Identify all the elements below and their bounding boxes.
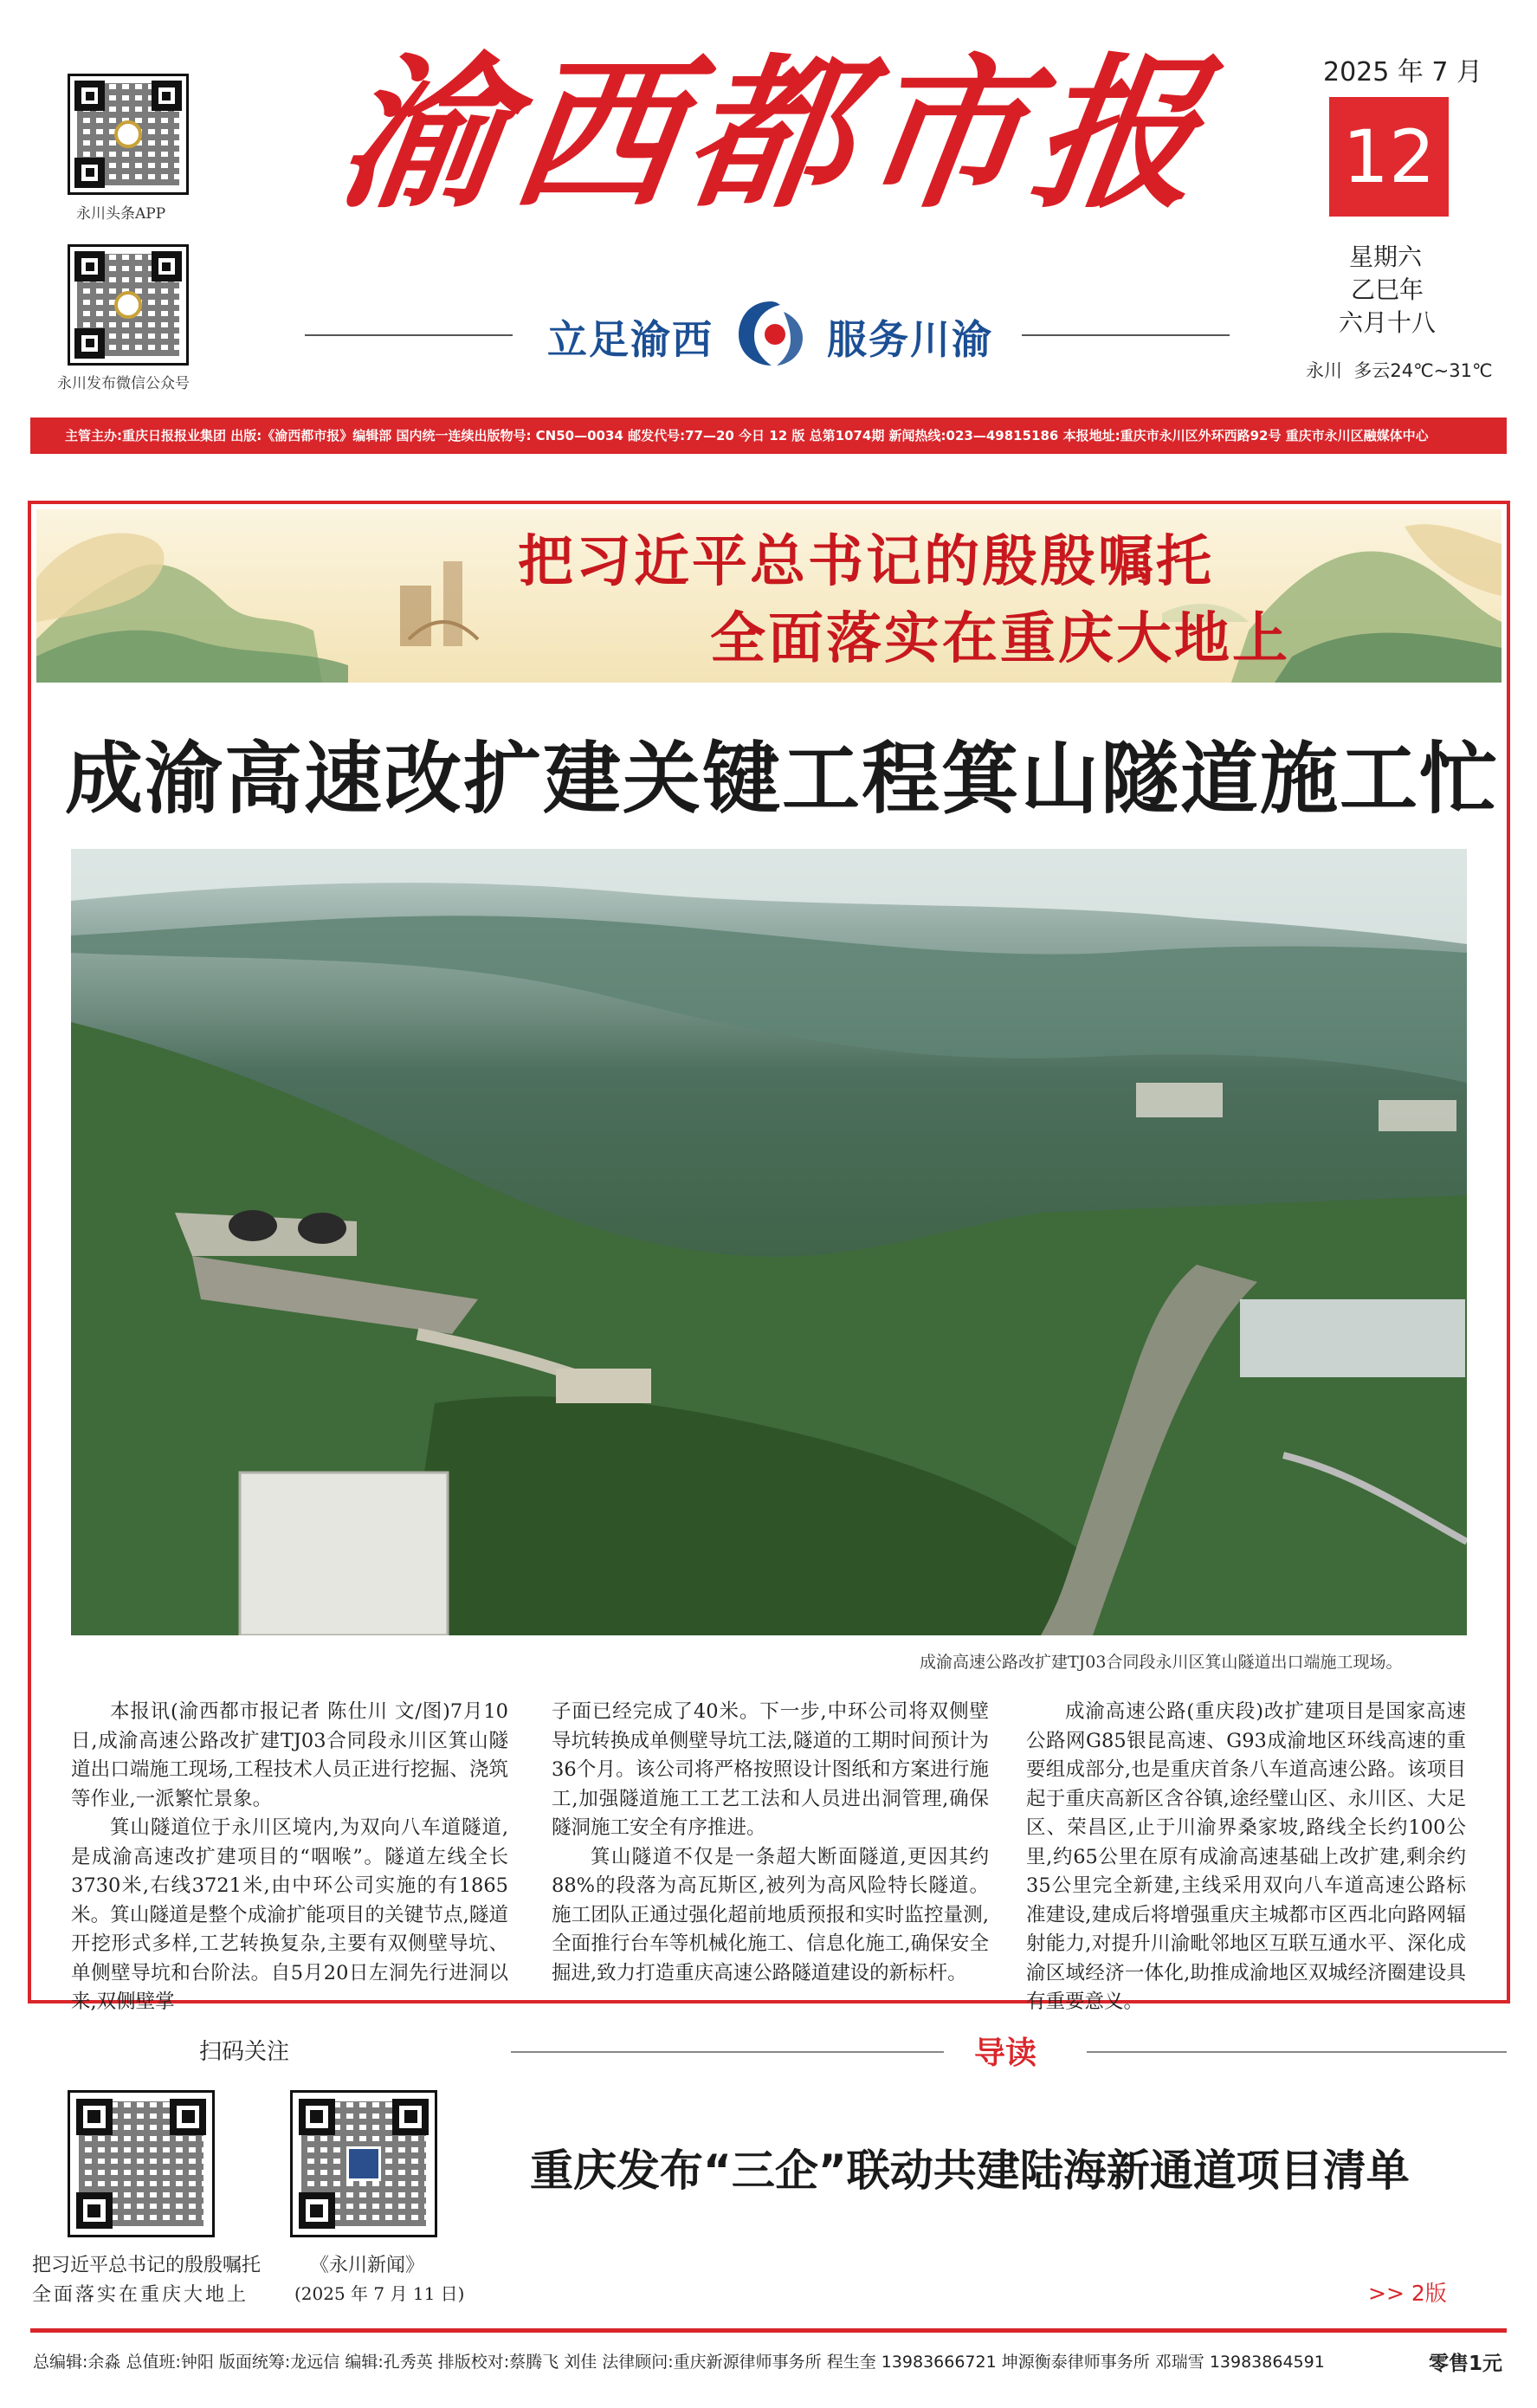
wechat-qr-code[interactable] [68,244,189,366]
article-column-3 [1026,1698,1466,2017]
footer-credits: 总编辑:余淼 总值班:钟阳 版面统筹:龙远信 编辑:孔秀英 排版校对:蔡腾飞 刘佳 法律顾问:重庆新源律师事务所 程生奎 13983666721 坤源衡泰律师事务所 邓瑞雪 13983864591 [33,2353,1325,2372]
article-column-2 [552,1698,989,1988]
article-paragraph: 箕山隧道不仅是一条超大断面隧道,更因其约88%的段落为高瓦斯区,被列为高风险特长隧道。施工团队正通过强化超前地质预报和实时监控量测,全面推行台车等机械化施工、信息化施工,确保安全掘进,致力打造重庆高速公路隧道建设的新标杆。 [552,1845,989,1984]
feature-qr-label-1: 把习近平总书记的殷殷嘱托 [32,2255,262,2276]
wechat-logo-icon [114,291,142,319]
article-paragraph: 成渝高速公路(重庆段)改扩建项目是国家高速公路网G85银昆高速、G93成渝地区环线高速的重要组成部分,也是重庆首条八车道高速公路。该项目起于重庆高新区含谷镇,途经璧山区、永川区、大足区、荣昌区,止于川渝界桑家坡,路线全长约100公里,约65公里在原有成渝高速基础上改扩建,剩余约35公里完全新建,主线采用双向八车道高速公路标准建设,建成后将增强重庆主城都市区西北向路网辐射能力,对提升川渝毗邻地区互联互通水平、深化成渝区域经济一体化,助推成渝地区双城经济圈建设具有重要意义。 [1026,1700,1466,2013]
date-day-box [1329,97,1449,217]
date-ganzhi-year: 乙巳年 [1351,275,1424,304]
app-qr-code[interactable] [68,74,189,195]
motto-rule-left [305,334,513,336]
date-lunar: 六月十八 [1339,308,1437,337]
guide-page-ref[interactable]: >> 2版 [1368,2281,1447,2306]
news-qr-label-2: (2025 年 7 月 11 日) [294,2283,465,2304]
lead-headline: 成渝高速改扩建关键工程箕山隧道施工忙 [65,734,1499,825]
date-year-month: 2025 年 7 月 [1323,57,1483,87]
article-paragraph: 本报讯(渝西都市报记者 陈仕川 文/图)7月10日,成渝高速公路改扩建TJ03合同段永川区箕山隧道出口端施工现场,工程技术人员正进行挖掘、浇筑等作业,一派繁忙景象。 [71,1700,508,1810]
article-paragraph: 子面已经完成了40米。下一步,中环公司将双侧壁导坑转换成单侧壁导坑工法,隧道的工期时间预计为36个月。该公司将严格按照设计图纸和方案进行施工,加强隧道施工工艺工法和人员进出洞管理,确保隧洞施工安全有序推进。 [552,1700,989,1839]
date-weekday: 星期六 [1349,243,1423,271]
scan-follow-label: 扫码关注 [199,2039,290,2065]
motto-left: 立足渝西 [547,316,714,363]
footer-rule [30,2328,1507,2333]
app-logo-icon [114,120,142,148]
weather-info: 永川 多云24℃~31℃ [1306,360,1493,381]
guide-rule-left [511,2051,944,2053]
article-column-1 [71,1698,508,2017]
news-logo-icon [346,2146,380,2180]
motto-right: 服务川渝 [827,316,993,363]
guide-label: 导读 [974,2035,1037,2071]
footer-price: 零售1元 [1429,2353,1503,2375]
news-qr-code[interactable] [290,2090,437,2237]
date-day: 12 [1342,114,1436,199]
wechat-qr-label: 永川发布微信公众号 [57,375,190,392]
lead-photo [71,849,1467,1635]
brand-logo-icon [732,295,810,372]
news-qr-label-1: 《永川新闻》 [310,2255,425,2276]
slogan-line-1: 把习近平总书记的殷殷嘱托 [518,529,1214,594]
photo-caption: 成渝高速公路改扩建TJ03合同段永川区箕山隧道出口端施工现场。 [920,1653,1403,1672]
feature-qr-code[interactable] [68,2090,215,2237]
app-qr-label: 永川头条APP [76,205,166,223]
masthead-title: 渝西都市报 [328,37,1222,230]
motto-rule-right [1022,334,1230,336]
feature-qr-label-2: 全面落实在重庆大地上 [32,2284,249,2306]
article-paragraph: 箕山隧道位于永川区境内,为双向八车道隧道,是成渝高速改扩建项目的“咽喉”。隧道左线全长3730米,右线3721米,由中环公司实施的有1865米。箕山隧道是整个成渝扩能项目的关键节点,隧道开挖形式多样,工艺转换复杂,主要有双侧壁导坑、单侧壁导坑和台阶法。自5月20日左洞先行进洞以来,双侧壁掌 [71,1816,508,2013]
tunnel-site-illustration [71,849,1467,1635]
publication-info-bar [30,418,1507,454]
guide-rule-right [1087,2051,1507,2053]
publication-info-text: 主管主办:重庆日报报业集团 出版:《渝西都市报》编辑部 国内统一连续出版物号: CN50—0034 邮发代号:77—20 今日 12 版 总第1074期 新闻热线:023—49815186 本报地址:重庆市永川区外环西路92号 重庆市永川区融媒体中心 [65,428,1429,443]
guide-teaser-link[interactable]: 重庆发布“三企”联动共建陆海新通道项目清单 [530,2146,1410,2196]
slogan-line-2: 全面落实在重庆大地上 [710,606,1290,671]
